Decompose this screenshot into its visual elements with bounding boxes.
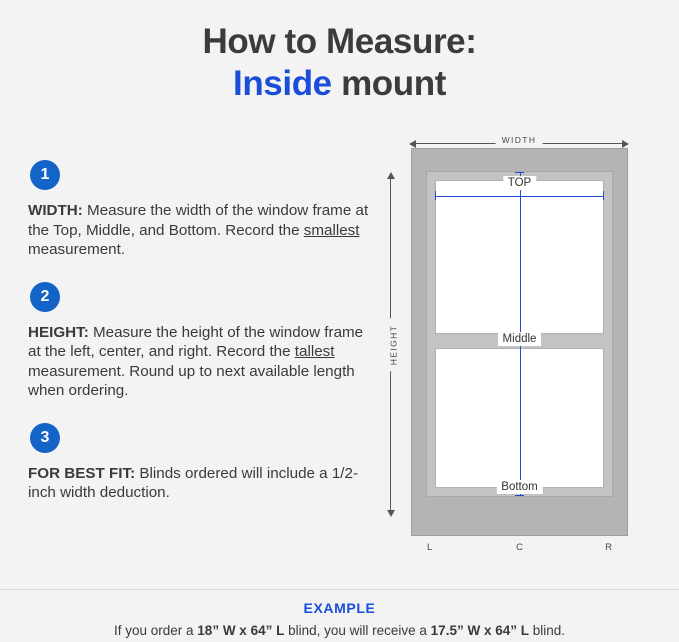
footer-text-part-1: If you order a: [114, 623, 198, 638]
step-label-3: FOR BEST FIT:: [28, 464, 136, 482]
step-item-3: [28, 423, 373, 503]
window-diagram: [383, 130, 653, 560]
window-frame: [411, 148, 628, 536]
window-inner-frame: [426, 171, 613, 497]
width-dimension-label: WIDTH: [496, 135, 543, 145]
footer-text-bold-1: 18” W x 64” L: [197, 623, 285, 638]
step-text-2: [28, 323, 373, 401]
steps-list: [28, 160, 373, 525]
arrow-down-icon: [387, 510, 395, 517]
title-line-1: How to Measure:: [202, 22, 477, 61]
step-label-2: HEIGHT:: [28, 323, 89, 341]
page-title: [0, 22, 679, 106]
height-dimension-label: HEIGHT: [388, 318, 398, 371]
height-measure-tick-top: [515, 172, 524, 173]
step-text-1: [28, 201, 373, 260]
arrow-left-icon: [409, 140, 416, 148]
step-label-1: WIDTH:: [28, 202, 83, 219]
position-label-top: TOP: [503, 176, 536, 190]
position-label-bottom: Bottom: [496, 480, 542, 494]
width-measure-tick-right: [603, 191, 604, 200]
step-item-1: [28, 160, 373, 260]
title-accent-word: Inside: [233, 64, 332, 103]
position-label-middle: Middle: [498, 332, 542, 346]
arrow-up-icon: [387, 172, 395, 179]
width-measure-tick-left: [435, 191, 436, 200]
step-text-2-after: measurement. Round up to next available length when ordering.: [28, 362, 355, 399]
step-text-1-before: Measure the width of the window frame at the Top, Middle, and Bottom. Record the: [28, 202, 369, 239]
footer-text-bold-2: 17.5” W x 64” L: [430, 623, 529, 638]
column-letter-center: C: [516, 542, 523, 553]
column-letters: [411, 542, 628, 556]
step-badge-2: 2: [30, 282, 60, 312]
step-text-2-before: Measure the height of the window frame at the left, center, and right. Record the: [28, 323, 364, 360]
step-item-2: [28, 282, 373, 401]
arrow-right-icon: [622, 140, 629, 148]
height-dimension-arrow: [383, 172, 399, 517]
footer-text-part-3: blind.: [528, 623, 565, 638]
title-rest-word: mount: [331, 64, 446, 103]
step-text-2-underlined: tallest: [294, 343, 335, 360]
step-text-3: [28, 464, 373, 503]
footer-divider: [0, 589, 679, 590]
step-badge-3: 3: [30, 423, 60, 453]
column-letter-right: R: [605, 542, 612, 553]
column-letter-left: L: [427, 542, 433, 553]
footer-title: EXAMPLE: [303, 600, 376, 616]
step-text-3-before: Blinds ordered will include a 1/2-inch width deduction.: [28, 464, 359, 501]
example-footer: [0, 600, 679, 638]
step-badge-1: 1: [30, 160, 60, 190]
title-line-2: [0, 62, 679, 106]
step-text-1-after: measurement.: [28, 241, 126, 258]
footer-text-part-2: blind, you will receive a: [284, 623, 431, 638]
footer-text: [0, 623, 679, 638]
step-text-1-underlined: smallest: [303, 221, 360, 239]
height-measure-tick-bottom: [515, 495, 524, 496]
